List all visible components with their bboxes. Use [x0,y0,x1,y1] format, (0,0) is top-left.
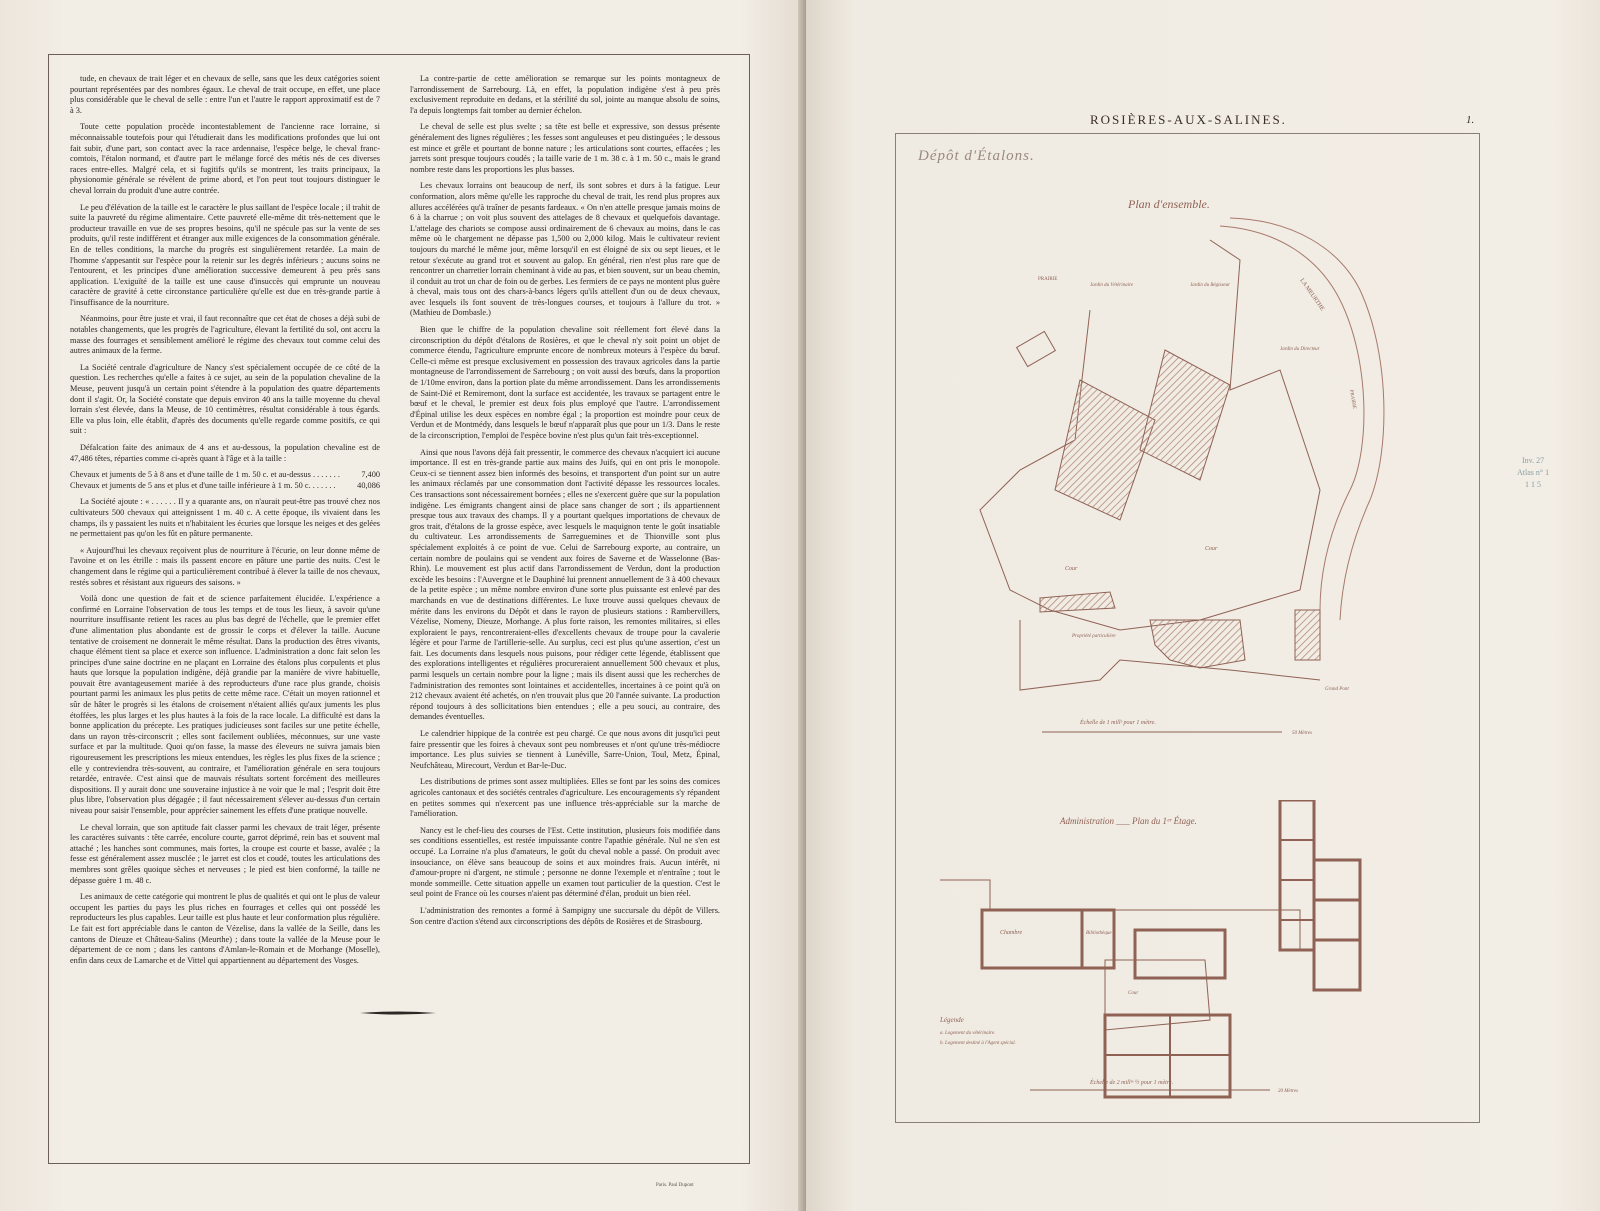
plan-scale-unit: 50 Mètres [1292,731,1312,736]
paragraph: Le peu d'élévation de la taille est le caractère le plus saillant de l'espèce locale ; il trahit de suite la pauvreté du régime alimentaire. Cette pauvreté elle-même dit très-nettement que le producteur travaille en vue de ses propres besoins, qu'il ne spécule pas sur la vente de ses produits, qu'il reste indifférent et étranger aux mille exigences de la consommation générale. En de telles conditions, la marche du progrès est singulièrement retardée. La main de l'homme s'appesantit sur l'espèce pour la retenir sur les degrés inférieurs ; aucuns soins ne l'entourent, et les principes d'une amélioration successive demeurent à peu près sans application. L'exiguïté de la taille est une cause d'insuccès qui emprunte un nouveau caractère de gravité à cette circonstance particulière qu'elle est due en très-grande partie à l'insuffisance de la nourriture. [70,202,380,307]
text-column-left [70,74,380,972]
paragraph: Le cheval de selle est plus svelte ; sa tête est belle et expressive, son dessus présente généralement des lignes régulières ; les fesses sont anguleuses et peu distinguées ; le dessous est mince et grêle et pourtant de bonne nature ; les articulations sont courtes, effacées ; les jarrets sont presque toujours coudés ; la taille varie de 1 m. 38 c. à 1 m. 50 c., mais le grand nombre reste dans les proportions les plus basses. [410,122,720,174]
census-row [70,470,380,481]
legend-item: b. Logement destiné à l'Agent spécial. [940,1041,1016,1046]
printer-imprint: Paris. Paul Dupont [656,1183,694,1188]
court-label: Cour [1065,566,1078,572]
administration-plan [940,800,1400,1100]
bridge-label: Grand Pont [1325,687,1349,692]
admin-wing [1314,900,1360,940]
garden-label: Jardin du Vétérinaire [1090,283,1133,288]
paragraph: Le cheval lorrain, que son aptitude fait classer parmi les chevaux de trait léger, présente les caractères suivants : tête carrée, encolure courte, garrot déprimé, rein bas et souvent mal attaché ; les hanches sont communes, mais fortes, la croupe est courte et basse, avalée ; la fesse est généralement assez musclée ; le jarret est clos et coudé, toutes les articulations des membres sont grêles quoique sèches et nerveuses ; le pied est bien conformé, la taille ne dépasse guère 1 m. 48 c. [70,822,380,885]
paragraph: Nancy est le chef-lieu des courses de l'Est. Cette institution, plusieurs fois modifiée dans ses conditions essentielles, est restée impuissante contre l'apathie générale. Nul ne s'en est occupé. La Lorraine n'a plus d'amateurs, le goût du cheval noble a passé. On produit avec insouciance, on élève sans beaucoup de soins et aux moindres frais. Aucun intérêt, ni d'amour-propre ni d'argent, ne stimule ; personne ne donne l'exemple et n'entraîne ; tout le monde sommeille. Cette situation appelle un examen tout particulier de la question. C'est le seul point de France où les courses n'aient pas déterminé d'élan, produit un bien réel. [410,825,720,899]
court-label: Cour [1205,546,1218,552]
paragraph: Les animaux de cette catégorie qui montrent le plus de qualités et qui ont le plus de valeur occupent les parties du pays les plus riches en fourrages et celles qui ont possédé les reproducteurs les plus capables. Leur taille est plus haute et leur conformation plus régulière. Le fait est fort appréciable dans le canton de Vézelise, dans la vallée de la Seille, dans les cantons de Dieuze et Château-Salins (Meurthe) ; dans toute la vallée de la Meuse pour le département de ce nom ; dans les cantons d'Amlan-le-Romain et de Morhange (Moselle), enfin dans ceux de Lamarche et de Vittel qui appartiennent au département des Vosges. [70,892,380,965]
room-label: Chambre [1000,930,1023,936]
room-label: Bibliothèque [1086,931,1112,936]
text-column-right [410,74,720,933]
paragraph: Toute cette population procède incontestablement de l'ancienne race lorraine, si méconnaissable toutefois pour qui l'étudierait dans les modifications profondes que lui ont fait subir, d'une part, son contact avec la race ardennaise, l'espèce belge, le cheval franc-comtois, l'étalon normand, et d'autre part le mélange forcé des métis nés de ces diverses races entre-elles. Malgré cela, et si fugitifs qu'ils se montrent, les traits principaux, la physionomie générale se révèlent de prime abord, et l'on peut tout toujours distinguer le cheval lorrain du produit d'une autre contrée. [70,122,380,195]
paragraph: La contre-partie de cette amélioration se remarque sur les points montagneux de l'arrondissement de Sarrebourg. Là, en effet, la population indigène s'est à peu près exclusivement reproduite en dedans, et la stérilité du sol, jointe au manque absolu de soins, l'a depuis longtemps fait tomber au dernier échelon. [410,74,720,115]
paragraph: « Aujourd'hui les chevaux reçoivent plus de nourriture à l'écurie, on leur donne même de l'avoine et on les étrille : mais ils passent encore en pâture une partie des nuits. C'est le changement dans le régime qui a particulièrement contribué à élever la taille de nos chevaux, restés sobres et résistant aux rigueurs des saisons. » [70,545,380,587]
building [1040,592,1115,612]
paragraph: Ainsi que nous l'avons déjà fait pressentir, le commerce des chevaux n'acquiert ici aucune importance. Il est en très-grande partie aux mains des Juifs, qui en ont pris le monopole. Ceux-ci se tiennent assez bien informés des besoins, et transportent d'un point sur un autre les animaux réclamés par une consommation dont l'activité dépasse les ressources locales. Ces transactions sont nécessairement bornées ; elles ne s'exercent guère que sur la population indigène. Les émigrants changent ainsi de place sans changer de sort ; ils appartiennent presque tous aux travaux des champs. Il y a pourtant quelques importations de chevaux de gros trait, d'étalons de la grosse espèce, avec lesquels le maquignon tente le goût insatiable du cultivateur. Les arrondissements de Sarreguemines et de Thionville sont plus spécialement exploités à ce point de vue. Celui de Sarrebourg exporte, au contraire, un certain nombre de poulains qui se vendent aux foires de Saverne et de Wasselonne (Bas-Rhin). Le mouvement est plus actif dans l'arrondissement de Verdun, dont la production excède les besoins : l'Auvergne et le Dauphiné lui prennent annuellement de 3 à 400 chevaux de la petite espèce ; un même nombre environ d'une sorte plus puissante est enlevé par des marchands en vue de destinations différentes. Le luxe trouve aussi quelques chevaux de mérite dans les environs du Dépôt et dans le rayon de plusieurs stations : Rambervillers, Vézelise, Nomeny, Dieuze, Morhange. A plus forte raison, les remontes militaires, si elles exploraient le pays, rencontreraient-elles d'excellents chevaux de troupe pour la cavalerie légère et pour l'arme de l'artillerie-selle. Au surplus, ceci est plus qu'une assertion, c'est un fait. Les documents dans lesquels nous puisons, pour rédiger cette légende, établissent que des explorations intelligentes et régulières procureraient annuellement 500 chevaux et plus, parmi lesquels un certain nombre pour la ligne ; mais ils disent aussi que les recherches de l'administration des remontes sont lointaines et accidentelles, incertaines à ce point qu'à on 212 chevaux avaient été achetés, on n'en trouvait plus que 20 l'année suivante. La production répond toujours à des sollicitations bien entendues ; elle a peu souci, au contraire, des demandes éventuelles. [410,447,720,722]
plan-scale-label: Échelle de 1 millᵉ pour 1 mètre. [1080,720,1156,726]
plan-title: Plan d'ensemble. [1128,197,1210,211]
paragraph: La Société ajoute : « . . . . . . Il y a quarante ans, on n'aurait peut-être pas trouvé chez nos cultivateurs 500 chevaux qui atteignissent 1 m. 40 c. A cette époque, ils vivaient dans les champs, ils y passaient les nuits et n'habitaient les écuries que lorsque les neiges et des gelées ne permettaient pas qu'on les fût en pâture permanente. [70,497,381,539]
admin-wing [1280,800,1314,950]
paragraph: Néanmoins, pour être juste et vrai, il faut reconnaître que cet état de choses a déjà subi de notables changements, que les progrès de l'agriculture, élevant la fertilité du sol, ont accru la masse des fourrages et sensiblement amélioré le régime des chevaux tout comme celui des autres animaux de la ferme. [70,314,380,356]
building [1150,620,1245,668]
field-label: PRAIRIE [1038,277,1058,282]
census-label: Chevaux et juments de 5 ans et plus et d'une taille inférieure à 1 m. 50 c. . . . . . . [70,480,336,490]
plate-subtitle: Dépôt d'Étalons. [918,148,1035,164]
garden-label: Jardin du Directeur [1280,347,1320,352]
property-label: Propriété particulière [1072,634,1116,639]
legend-item: a. Logement du vétérinaire. [940,1031,996,1036]
field-label: PRAIRIE [1348,389,1357,410]
admin-scale-unit: 20 Mètres [1278,1089,1298,1094]
paragraph: Voilà donc une question de fait et de science parfaitement élucidée. L'expérience a confirmé en Lorraine l'observation de tous les temps et de tous les lieux, à savoir qu'une nourriture insuffisante retient les races au plus bas degré de l'échelle, que le premier effet d'une alimentation plus abondante est de grossir le corps et d'élever la taille. Aucune tentative de croisement ne donnerait le même résultat. Dans la production des êtres vivants, chaque élément tient sa place et exerce son influence. L'administration a donc fait selon les principes d'une saine doctrine en ne plaçant en Lorraine des étalons plus corpulents et plus hauts que lorsque la population indigène, déjà grandie par la manière de vivre habituelle, pouvait être avantageusement mariée à des reproducteurs d'une race plus grande, choisis pourtant parmi les animaux les plus petits de cette même race. C'était un moyen rationnel et sûr de hâter le progrès si les étalons de croisement n'étaient alliés qu'aux juments les plus étoffées, les plus larges et les plus hautes à la fois de la race locale. La difficulté est dans la bonne application du précepte. Les pratiques judicieuses sont faciles sur une petite échelle, dans un rayon très-circonscrit ; elles sont facilement oubliées, méconnues, sur une vaste surface et par la multitude. Quoi qu'on fasse, la masse des éleveurs ne suivra jamais bien rigoureusement les prescriptions les mieux entendues, les règles les plus fixes de la science ; elle y contreviendra très-souvent, au contraire, et l'amélioration générale en sera toujours retardée, entravée. C'est ainsi que de mauvais résultats sortent forcément des meilleures dispositions. Il y aurait donc une souveraine injustice à ne voir que le mal ; l'esprit doit être plus libre, l'observation plus dégagée ; il faut nécessairement s'élever au-dessus d'un certain niveau pour saisir l'ensemble, pour apprécier sainement les effets d'une pratique nouvelle. [70,594,380,815]
paragraph: Bien que le chiffre de la population chevaline soit réellement fort élevé dans la circonscription du dépôt d'étalons de Rosières, et que le cheval n'y soit point un objet de commerce étendu, l'agriculture emprunte encore de nombreux moteurs à l'espèce du bœuf. Celle-ci même est presque exclusivement en possession des travaux agricoles dans la partie montagneuse de l'arrondissement de Sarrebourg ; on voit aussi des bœufs, dans la proportion de 1/10me environ, dans la portion plate du même arrondissement. Dans les arrondissements de Saint-Dié et Remiremont, dont la surface est accidentée, les travaux se partagent entre le bœuf et le cheval, le premier est deux fois plus employé que l'autre. L'arrondissement d'Épinal utilise les deux espèces en nombre égal ; la proportion est moindre pour ceux de Verdun et de Montmédy, dans lesquels le bœuf n'apparaît plus que pour un 1/3. Dans le reste de la circonscription, l'emploi de l'espèce bovine n'est plus qu'un fait très-exceptionnel. [410,325,720,440]
admin-room-block [1135,930,1225,978]
admin-wing [1314,940,1360,990]
census-label: Chevaux et juments de 5 à 8 ans et d'une taille de 1 m. 50 c. et au-dessus . . . . . . . [70,470,340,480]
margin-pencil-note [1517,455,1549,491]
paragraph: L'administration des remontes a formé à Sampigny une succursale du dépôt de Villers. Son centre d'action s'étend aux circonscriptions des dépôts de Rosières et de Strasbourg. [410,905,720,926]
river-bank [1230,218,1384,620]
paragraph: Le calendrier hippique de la contrée est peu chargé. Ce que nous avons dit jusqu'ici peut faire pressentir que les foires à chevaux sont peu nombreuses et n'ont qu'une très-médiocre importance. Les plus suivies se tiennent à Lunéville, Sarre-Union, Toul, Metz, Épinal, Neufchâteau, Mirecourt, Verdun et Bar-le-Duc. [410,729,720,770]
river-label: LA MEURTHE [1298,277,1325,313]
admin-outline [940,880,1300,950]
site-plan [900,190,1470,770]
stable-building [1140,350,1230,480]
room-label: Cour [1128,991,1139,996]
note-line: 1 1 5 [1525,480,1542,489]
admin-room-block [982,910,1082,968]
paragraph: La Société centrale d'agriculture de Nancy s'est spécialement occupée de ce côté de la question. Les recherches qu'elle a faites à ce sujet, au sein de la population chevaline de la Meuse, peuvent jusqu'à un certain point s'étendre à la population des quatre départements dont il s'agit. Or, la Société constate que depuis environ 40 ans la taille moyenne du cheval lorrain s'est élevée, dans la Meuse, de 10 centimètres, résultat considérable à tous égards. Elle va plus loin, elle établit, d'après des documents qu'elle regarde comme positifs, ce qui suit : [70,362,380,436]
note-line: Atlas n° 1 [1517,468,1550,477]
plate-number: 1. [1466,114,1475,126]
pavilion-building [1017,331,1056,366]
census-value: 40,086 [357,480,380,490]
river-bank [1220,226,1364,610]
paragraph: tude, en chevaux de trait léger et en chevaux de selle, sans que les deux catégories soient pourtant représentées par des nombres égaux. Le cheval de trait occupe, en effet, une place plus considérable que le cheval de selle : entre l'un et l'autre le rapport approximatif est de 7 à 3. [70,74,380,115]
paragraph: Les distributions de primes sont assez multipliées. Elles se font par les soins des comices agricoles cantonaux et des sociétés centrales d'agriculture. Les encouragements s'y répandent en petites sommes qui n'exercent pas une influence très-appréciable sur la marche de l'amélioration. [410,777,720,819]
admin-courtyard [1105,960,1210,1030]
admin-wing [1314,860,1360,900]
note-line: Inv. 27 [1521,456,1545,465]
end-ornament [360,1010,436,1016]
legend-title: Légende [940,1016,964,1024]
paragraph: Les chevaux lorrains ont beaucoup de nerf, ils sont sobres et durs à la fatigue. Leur conformation, alors même qu'elle les rapproche du cheval de trait, les rend plus propres aux allures accélérées qu'à traîner de pesants fardeaux. « On n'en attelle presque jamais moins de 6 à la charrue ; on voit plus souvent des attelages de 8 chevaux et quelquefois davantage. L'attelage des chariots se compose aussi ordinairement de 6 chevaux au moins, dans le cas même où le chargement ne dépasse pas 1,500 ou 2,000 kilog. Mais le cultivateur revient toujours du marché le même jour, même lorsqu'il en est éloigné de six ou sept lieues, et le retour s'exécute au grand trot et souvent au galop. En général, rien n'est plus rare que de rencontrer un charretier lorrain cheminant à vide au pas, et bien souvent, sur un beau chemin, il conduit au trot un char de foin ou de gerbes. Les fermiers de ce pays ne montent plus guère à cheval, mais tous ont des chars-à-bancs légers qu'ils attellent d'un ou de deux chevaux, avec lesquels ils font souvent de très-longues courses, et toujours à l'allure du trot. » (Mathieu de Dombasle.) [410,181,720,318]
admin-room-block [1082,910,1114,968]
garden-label: Jardin du Régisseur [1190,283,1231,288]
plate-title: ROSIÈRES-AUX-SALINES. [1090,112,1287,127]
census-value: 7,400 [361,470,380,480]
building [1295,610,1320,660]
census-row [70,481,380,492]
admin-scale-label: Échelle de 2 millᵉˢ ½ pour 1 mètre. [1090,1080,1174,1086]
paragraph: Défalcation faite des animaux de 4 ans et au-dessous, la population chevaline est de 47,486 têtes, réparties comme ci-après quant à l'âge et à la taille : [70,443,380,463]
admin-plan-title: Administration ___ Plan du 1ᵉʳ Étage. [1060,816,1197,826]
